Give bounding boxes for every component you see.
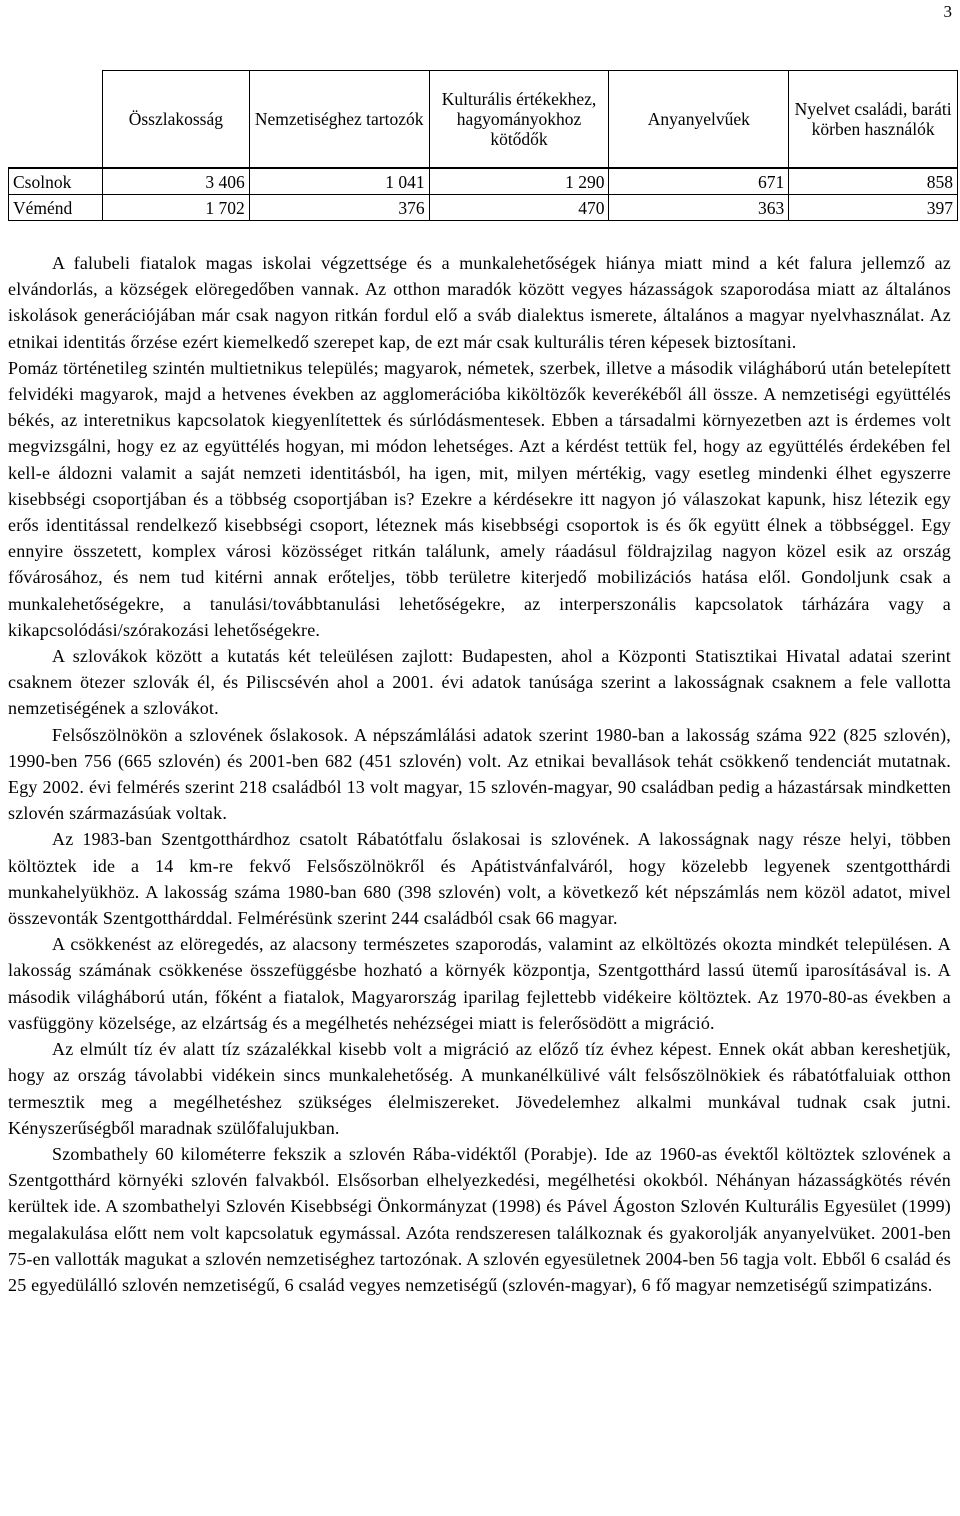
table-header-cell: Nemzetiséghez tartozók	[249, 71, 429, 169]
table-header-cell: Nyelvet családi, baráti körben használók	[789, 71, 958, 169]
table-corner-cell	[9, 71, 103, 169]
table-row	[9, 195, 958, 221]
table-header-cell: Összlakosság	[102, 71, 249, 169]
table-header-cell: Anyanyelvűek	[609, 71, 789, 169]
table-row-label: Csolnok	[9, 168, 103, 195]
table-cell: 3 406	[102, 168, 249, 195]
table-cell: 1 702	[102, 195, 249, 221]
table-row	[9, 168, 958, 195]
paragraph: Pomáz történetileg szintén multietnikus település; magyarok, németek, szerbek, illetve a második világháború után betelepített felvidéki magyarok, majd a hetvenes években az agglomerációba kiköltözők keverékéből áll össze. A nemzetiségi együttélés békés, az interetnikus kapcsolatok kiegyenlítettek és súrlódásmentesek. Ebben a társadalmi környezetben azt is érdemes volt megvizsgálni, hogy ez az együttélés hogyan, mi módon lehetséges. Azt a kérdést tettük fel, hogy az együttélés érdekében fel kell-e áldozni valamit a saját nemzeti identitásból, ha igen, mit, milyen mértékig, vagy esetleg mindenki élhet egyszerre kisebbségi csoportjában és a többség csoportjában is? Ezekre a kérdésekre itt nagyon jó válaszokat kapunk, hisz létezik egy erős identitással rendelkező kisebbségi csoport, léteznek más kisebbségi csoportok is és ők együtt élnek a többséggel. Egy ennyire összetett, komplex városi közösséget ritkán találunk, amely ráadásul földrajzilag nagyon közel esik az ország fővárosához, és nem tud kitérni annak erőteljes, több területre kiterjedő mobilizációs hatása elől. Gondoljunk csak a munkalehetőségekre, a tanulási/továbbtanulási lehetőségekre, az interperszonális kapcsolatok tárházára vagy a kikapcsolódási/szórakozási lehetőségekre.	[8, 357, 951, 640]
table-cell: 671	[609, 168, 789, 195]
body-text	[8, 250, 951, 1298]
table-cell: 363	[609, 195, 789, 221]
table-cell: 858	[789, 168, 958, 195]
table-cell: 470	[429, 195, 609, 221]
page-number: 3	[943, 2, 952, 21]
paragraph: Az 1983-ban Szentgotthárdhoz csatolt Rábatótfalu őslakosai is szlovének. A lakosságnak nagy része helyi, többen költöztek ide a 14 km-re fekvő Felsőszölnökről és Apátistvánfalváról, hogy közelebb legyenek szentgotthárdi munkahelyükhöz. A lakosság száma 1980-ban 680 (398 szlovén) volt, a következő két népszámlás nem közöl adatot, mivel összevonták Szentgotthárddal. Felmérésünk szerint 244 családból csak 66 magyar.	[8, 829, 951, 929]
table-cell: 1 041	[249, 168, 429, 195]
paragraph: A csökkenést az elöregedés, az alacsony természetes szaporodás, valamint az elköltözés okozta mindkét településen. A lakosság számának csökkenése összefüggésbe hozható a környék központja, Szentgotthárd lassú ütemű iparosításával is. A második világháború után, főként a fiatalok, Magyarország iparilag fejlettebb vidékeire költöztek. Az 1970-80-as években a vasfüggöny közelsége, az elzártság és a megélhetés nehézségei miatt is felerősödött a migráció.	[8, 934, 951, 1033]
table-header-row	[9, 71, 958, 169]
table-header-cell: Kulturális értékekhez, hagyományokhoz kötődők	[429, 71, 609, 169]
paragraph: Felsőszölnökön a szlovének őslakosok. A népszámlálási adatok szerint 1980-ban a lakosság száma 922 (825 szlovén), 1990-ben 756 (665 szlovén) és 2001-ben 682 (451 szlovén) volt. Az etnikai bevallások tehát csökkenő tendenciát mutatnak. Egy 2002. évi felmérés szerint 218 családból 13 volt magyar, 15 szlovén-magyar, 90 családban pedig a házastársak mindketten szlovén származásúak voltak.	[8, 724, 951, 824]
paragraph: A falubeli fiatalok magas iskolai végzettsége és a munkalehetőségek hiánya miatt mind a két falura jellemző az elvándorlás, a községek elöregedőben vannak. Az otthon maradók között vegyes házasságok szaporodása miatt az általános iskolások generációjában már csak nagyon ritkán fordul elő a sváb dialektus ismerete, általános a magyar nyelvhasználat. Az etnikai identitás őrzése ezért kiemelkedő szerepet kap, de ezt már csak kulturális téren képesek biztosítani.	[8, 253, 951, 352]
table-row-label: Véménd	[9, 195, 103, 221]
paragraph: A szlovákok között a kutatás két teleülésen zajlott: Budapesten, ahol a Központi Statisztikai Hivatal adatai szerint csaknem ötezer szlovák él, és Piliscsévén ahol a 2001. évi adatok tanúsága szerint a lakosságnak csaknem a fele vallotta nemzetiségének a szlovákot.	[8, 646, 951, 719]
table-cell: 376	[249, 195, 429, 221]
table-cell: 1 290	[429, 168, 609, 195]
population-table	[8, 70, 958, 221]
paragraph: Az elmúlt tíz év alatt tíz százalékkal kisebb volt a migráció az előző tíz évhez képest. Ennek okát abban kereshetjük, hogy az ország távolabbi vidékein sincs munkalehetőség. A munkanélkülivé vált felsőszölnökiek és rábatótfaluiak otthon termesztik meg a megélhetéshez szükséges élelmiszereket. Jövedelemhez alkalmi munkával tudnak csak jutni. Kényszerűségből maradnak szülőfalujukban.	[8, 1039, 951, 1138]
table-cell: 397	[789, 195, 958, 221]
paragraph: Szombathely 60 kilométerre fekszik a szlovén Rába-vidéktől (Porabje). Ide az 1960-as évektől költöztek szlovének a Szentgotthárd környéki szlovén falvakból. Elsősorban elhelyezkedési, megélhetési okokból. Néhányan házasságkötés révén kerültek ide. A szombathelyi Szlovén Kisebbségi Önkormányzat (1998) és Pável Ágoston Szlovén Kulturális Egyesület (1999) megalakulása előtt nem volt kapcsolatuk egymással. Azóta rendszeresen találkoznak és gyakorolják anyanyelvüket. 2001-ben 75-en vallották magukat a szlovén nemzetiséghez tartozónak. A szlovén egyesületnek 2004-ben 56 tagja volt. Ebből 6 család és 25 egyedülálló szlovén nemzetiségű, 6 család vegyes nemzetiségű (szlovén-magyar), 6 fő magyar nemzetiségű szimpatizáns.	[8, 1143, 951, 1295]
